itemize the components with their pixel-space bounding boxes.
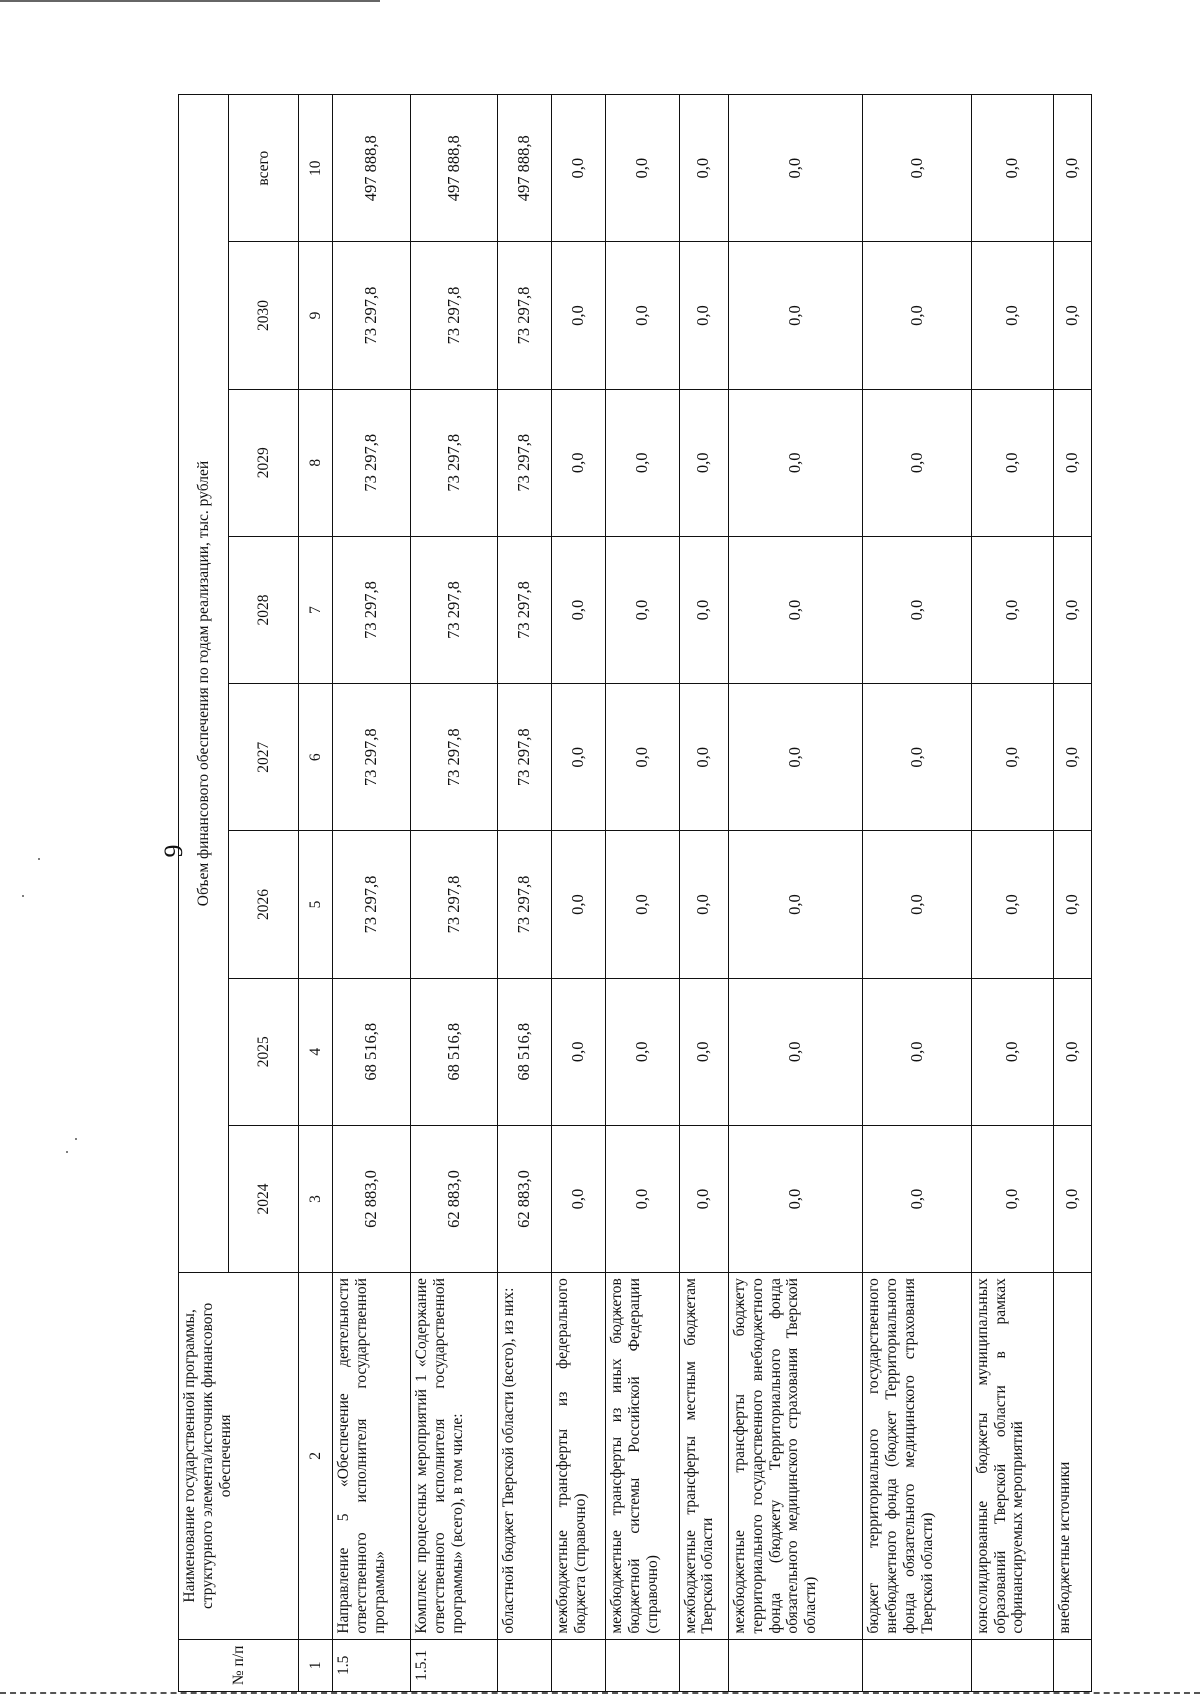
row-year-value: 73 297,8 [410, 242, 497, 389]
row-name: бюджет территориального государственного внебюджетного фонда (бюджет Территориального фонда обязательного медицинского страхования Тверской области) [863, 1273, 971, 1640]
row-year-value: 0,0 [729, 978, 863, 1125]
row-year-value: 73 297,8 [498, 684, 552, 831]
row-total-cell: 0,0 [552, 95, 606, 242]
row-year-value: 0,0 [971, 242, 1053, 389]
row-year-value: 0,0 [679, 389, 728, 536]
row-total-cell: 497 888,8 [498, 95, 552, 242]
row-year-value: 0,0 [679, 242, 728, 389]
row-year-value: 0,0 [863, 831, 971, 978]
scan-edge-bottom [0, 1692, 1200, 1694]
row-year-value: 73 297,8 [333, 536, 411, 683]
table-row [333, 95, 411, 1692]
scan-edge-top [0, 0, 380, 2]
row-year-value: 0,0 [606, 684, 679, 831]
row-year-value: 0,0 [729, 242, 863, 389]
row-year-value: 73 297,8 [498, 389, 552, 536]
row-year-value: 0,0 [606, 536, 679, 683]
row-number: 1.5.1 [410, 1639, 497, 1691]
header-year: 2029 [229, 389, 299, 536]
column-index-cell: 4 [299, 978, 333, 1125]
row-number [971, 1639, 1053, 1691]
column-index-cell: 7 [299, 536, 333, 683]
row-total-cell: 0,0 [606, 95, 679, 242]
row-year-value: 0,0 [552, 978, 606, 1125]
header-year: 2028 [229, 536, 299, 683]
row-year-value: 73 297,8 [333, 242, 411, 389]
header-year: 2025 [229, 978, 299, 1125]
row-number [729, 1639, 863, 1691]
row-year-value: 0,0 [679, 684, 728, 831]
column-index-cell: 10 [299, 95, 333, 242]
scan-speck [22, 895, 24, 897]
row-year-value: 0,0 [1054, 1125, 1092, 1272]
header-year: 2030 [229, 242, 299, 389]
row-name: внебюджетные источники [1054, 1273, 1092, 1640]
row-year-value: 0,0 [552, 684, 606, 831]
row-year-value: 0,0 [679, 831, 728, 978]
row-year-value: 0,0 [1054, 389, 1092, 536]
table-row [552, 95, 606, 1692]
row-number: 1.5 [333, 1639, 411, 1691]
row-year-value: 73 297,8 [410, 684, 497, 831]
row-year-value: 0,0 [552, 389, 606, 536]
row-year-value: 73 297,8 [410, 831, 497, 978]
row-year-value: 73 297,8 [333, 831, 411, 978]
row-total-cell: 0,0 [679, 95, 728, 242]
column-index-cell: 8 [299, 389, 333, 536]
row-year-value: 0,0 [863, 536, 971, 683]
row-year-value: 0,0 [552, 536, 606, 683]
row-year-value: 0,0 [729, 684, 863, 831]
row-year-value: 62 883,0 [410, 1125, 497, 1272]
row-year-value: 73 297,8 [498, 536, 552, 683]
row-year-value: 0,0 [971, 978, 1053, 1125]
row-name: межбюджетные трансферты местным бюджетам Тверской области [679, 1273, 728, 1640]
table-row [971, 95, 1053, 1692]
scan-speck [38, 858, 40, 860]
column-index-cell: 3 [299, 1125, 333, 1272]
row-year-value: 0,0 [552, 1125, 606, 1272]
row-year-value: 0,0 [863, 389, 971, 536]
table-row [863, 95, 971, 1692]
row-number [606, 1639, 679, 1691]
row-name: областной бюджет Тверской области (всего), из них: [498, 1273, 552, 1640]
financing-table-sheet [178, 94, 1092, 1692]
header-year: 2024 [229, 1125, 299, 1272]
header-year: 2026 [229, 831, 299, 978]
row-year-value: 0,0 [1054, 242, 1092, 389]
row-year-value: 0,0 [863, 1125, 971, 1272]
row-year-value: 73 297,8 [498, 831, 552, 978]
financing-table [178, 94, 1092, 1692]
row-year-value: 0,0 [552, 831, 606, 978]
row-year-value: 68 516,8 [498, 978, 552, 1125]
row-year-value: 0,0 [552, 242, 606, 389]
row-year-value: 73 297,8 [333, 684, 411, 831]
column-index-cell: 9 [299, 242, 333, 389]
row-total-cell: 0,0 [729, 95, 863, 242]
row-year-value: 73 297,8 [333, 389, 411, 536]
row-year-value: 73 297,8 [498, 242, 552, 389]
row-year-value: 73 297,8 [410, 389, 497, 536]
row-year-value: 0,0 [1054, 831, 1092, 978]
row-name: консолидированные бюджеты муниципальных образований Тверской области в рамках софинансируемых мероприятий [971, 1273, 1053, 1640]
row-year-value: 0,0 [1054, 978, 1092, 1125]
page-number: 9 [159, 844, 188, 858]
row-year-value: 0,0 [1054, 684, 1092, 831]
row-number [679, 1639, 728, 1691]
row-name: межбюджетные трансферты из федерального бюджета (справочно) [552, 1273, 606, 1640]
row-year-value: 68 516,8 [333, 978, 411, 1125]
column-index-cell: 1 [299, 1639, 333, 1691]
row-name: Направление 5 «Обеспечение деятельности ответственного исполнителя государственной программы» [333, 1273, 411, 1640]
row-year-value: 73 297,8 [410, 536, 497, 683]
header-year: 2027 [229, 684, 299, 831]
row-total-cell: 0,0 [971, 95, 1053, 242]
row-year-value: 0,0 [729, 1125, 863, 1272]
row-year-value: 68 516,8 [410, 978, 497, 1125]
row-year-value: 0,0 [1054, 536, 1092, 683]
row-year-value: 0,0 [606, 242, 679, 389]
row-number [1054, 1639, 1092, 1691]
row-total-cell: 497 888,8 [333, 95, 411, 242]
row-year-value: 0,0 [971, 1125, 1053, 1272]
table-row [729, 95, 863, 1692]
table-row [410, 95, 497, 1692]
column-index-cell: 2 [299, 1273, 333, 1640]
row-year-value: 0,0 [606, 389, 679, 536]
row-number [498, 1639, 552, 1691]
header-financing-group: Объем финансового обеспечения по годам реализации, тыс. рублей [179, 95, 229, 1273]
row-year-value: 0,0 [971, 684, 1053, 831]
row-year-value: 0,0 [606, 1125, 679, 1272]
row-year-value: 62 883,0 [498, 1125, 552, 1272]
table-row [679, 95, 728, 1692]
row-year-value: 62 883,0 [333, 1125, 411, 1272]
row-year-value: 0,0 [679, 1125, 728, 1272]
row-name: межбюджетные трансферты бюджету территориального государственного внебюджетного фонда (бюджету Территориального фонда обязательного медицинского страхования Тверской области) [729, 1273, 863, 1640]
column-index-row [299, 95, 333, 1692]
row-year-value: 0,0 [729, 831, 863, 978]
row-year-value: 0,0 [863, 978, 971, 1125]
row-name: Комплекс процессных мероприятий 1 «Содержание ответственного исполнителя государственной программы» (всего), в том числе: [410, 1273, 497, 1640]
row-year-value: 0,0 [729, 536, 863, 683]
row-total-cell: 497 888,8 [410, 95, 497, 242]
row-total-cell: 0,0 [1054, 95, 1092, 242]
row-year-value: 0,0 [971, 831, 1053, 978]
row-year-value: 0,0 [971, 389, 1053, 536]
header-total: всего [229, 95, 299, 242]
column-index-cell: 5 [299, 831, 333, 978]
row-year-value: 0,0 [606, 831, 679, 978]
column-index-cell: 6 [299, 684, 333, 831]
table-row [498, 95, 552, 1692]
row-number [863, 1639, 971, 1691]
table-row [606, 95, 679, 1692]
row-year-value: 0,0 [971, 536, 1053, 683]
row-year-value: 0,0 [606, 978, 679, 1125]
table-row [1054, 95, 1092, 1692]
header-name: Наименование государственной программы, структурного элемента/источник финансового обеспечения [179, 1273, 299, 1640]
row-year-value: 0,0 [863, 684, 971, 831]
row-number [552, 1639, 606, 1691]
scan-speck [75, 1138, 77, 1140]
header-number: № п/п [179, 1639, 299, 1691]
row-year-value: 0,0 [679, 536, 728, 683]
row-name: межбюджетные трансферты из иных бюджетов бюджетной системы Российской Федерации (справочно) [606, 1273, 679, 1640]
row-year-value: 0,0 [863, 242, 971, 389]
scan-speck [66, 1151, 68, 1153]
row-year-value: 0,0 [679, 978, 728, 1125]
row-year-value: 0,0 [729, 389, 863, 536]
row-total-cell: 0,0 [863, 95, 971, 242]
